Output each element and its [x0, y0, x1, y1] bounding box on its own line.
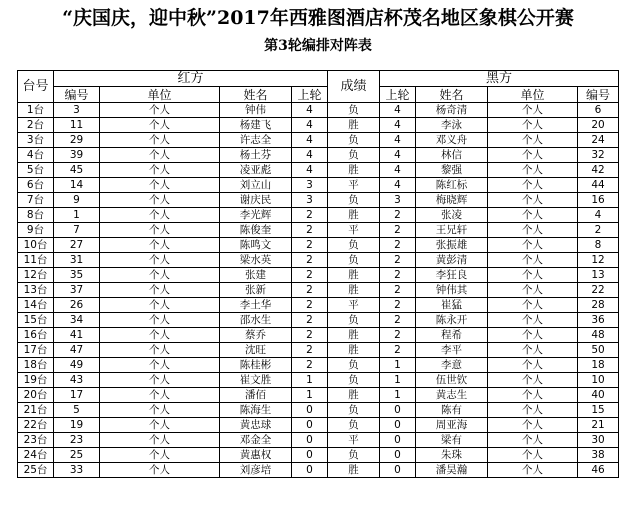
red-number-cell: 9 [54, 193, 100, 208]
red-number-cell: 7 [54, 223, 100, 238]
table-row [18, 253, 619, 268]
red-number-cell: 25 [54, 448, 100, 463]
red-prev-cell: 0 [292, 403, 328, 418]
black-number-cell: 40 [578, 388, 619, 403]
black-unit-cell: 个人 [488, 313, 578, 328]
table-no-cell: 6台 [18, 178, 54, 193]
red-prev-cell: 0 [292, 463, 328, 478]
red-unit-cell: 个人 [100, 223, 220, 238]
table-no-cell: 20台 [18, 388, 54, 403]
table-row [18, 373, 619, 388]
black-prev-cell: 2 [380, 283, 416, 298]
red-name-cell: 钟伟 [220, 103, 292, 118]
black-prev-cell: 4 [380, 178, 416, 193]
black-number-cell: 44 [578, 178, 619, 193]
result-cell: 负 [328, 133, 380, 148]
red-prev-cell: 2 [292, 283, 328, 298]
table-no-cell: 11台 [18, 253, 54, 268]
red-unit-cell: 个人 [100, 268, 220, 283]
black-number-cell: 16 [578, 193, 619, 208]
red-name-cell: 杨建飞 [220, 118, 292, 133]
result-cell: 胜 [328, 463, 380, 478]
red-unit-cell: 个人 [100, 253, 220, 268]
red-name-cell: 梁水英 [220, 253, 292, 268]
black-prev-cell: 4 [380, 163, 416, 178]
result-cell: 负 [328, 238, 380, 253]
black-prev-cell: 1 [380, 358, 416, 373]
red-unit-cell: 个人 [100, 403, 220, 418]
red-unit-cell: 个人 [100, 373, 220, 388]
red-prev-cell: 4 [292, 163, 328, 178]
black-prev-cell: 4 [380, 133, 416, 148]
red-prev-cell: 3 [292, 193, 328, 208]
table-row [18, 103, 619, 118]
table-row [18, 223, 619, 238]
red-unit-cell: 个人 [100, 418, 220, 433]
black-unit-cell: 个人 [488, 148, 578, 163]
black-name-cell: 周亚海 [416, 418, 488, 433]
pairing-rows [18, 103, 619, 478]
table-no-cell: 25台 [18, 463, 54, 478]
black-unit-cell: 个人 [488, 358, 578, 373]
black-name-cell: 崔猛 [416, 298, 488, 313]
table-row [18, 178, 619, 193]
red-prev-cell: 2 [292, 223, 328, 238]
red-prev-cell: 1 [292, 388, 328, 403]
table-no-cell: 18台 [18, 358, 54, 373]
black-unit-cell: 个人 [488, 418, 578, 433]
table-row [18, 433, 619, 448]
red-number-cell: 31 [54, 253, 100, 268]
table-row [18, 343, 619, 358]
table-no-cell: 21台 [18, 403, 54, 418]
red-unit-cell: 个人 [100, 133, 220, 148]
black-prev-cell: 0 [380, 403, 416, 418]
black-name-cell: 黄志生 [416, 388, 488, 403]
red-prev-cell: 2 [292, 313, 328, 328]
table-row [18, 358, 619, 373]
red-name-cell: 陈桂彬 [220, 358, 292, 373]
red-number-cell: 14 [54, 178, 100, 193]
table-row [18, 313, 619, 328]
red-number-cell: 47 [54, 343, 100, 358]
black-number-cell: 8 [578, 238, 619, 253]
result-cell: 胜 [328, 208, 380, 223]
result-cell: 负 [328, 448, 380, 463]
red-name-cell: 邓金全 [220, 433, 292, 448]
black-side-header: 黑方 [380, 71, 619, 87]
red-prev-cell: 0 [292, 418, 328, 433]
table-no-cell: 5台 [18, 163, 54, 178]
black-number-cell: 46 [578, 463, 619, 478]
table-no-cell: 13台 [18, 283, 54, 298]
red-number-cell: 39 [54, 148, 100, 163]
red-name-cell: 李光辉 [220, 208, 292, 223]
red-unit-cell: 个人 [100, 463, 220, 478]
black-prev-cell: 2 [380, 223, 416, 238]
red-unit-cell: 个人 [100, 238, 220, 253]
red-number-cell: 19 [54, 418, 100, 433]
red-number-cell: 11 [54, 118, 100, 133]
red-prev-cell: 2 [292, 208, 328, 223]
table-no-cell: 14台 [18, 298, 54, 313]
pairing-table [17, 70, 619, 478]
black-prev-cell: 2 [380, 313, 416, 328]
red-name-cell: 陈俊奎 [220, 223, 292, 238]
black-prev-cell: 0 [380, 433, 416, 448]
black-prev-cell: 4 [380, 103, 416, 118]
red-prev-cell: 2 [292, 238, 328, 253]
table-no-cell: 19台 [18, 373, 54, 388]
black-unit-cell: 个人 [488, 433, 578, 448]
black-number-cell: 30 [578, 433, 619, 448]
black-unit-cell: 个人 [488, 343, 578, 358]
result-cell: 平 [328, 223, 380, 238]
black-number-cell: 6 [578, 103, 619, 118]
black-prev-cell: 2 [380, 268, 416, 283]
red-prev-cell: 0 [292, 433, 328, 448]
red-prev-cell: 4 [292, 103, 328, 118]
black-number-cell: 18 [578, 358, 619, 373]
black-name-cell: 梁有 [416, 433, 488, 448]
table-row [18, 448, 619, 463]
red-unit-cell: 个人 [100, 178, 220, 193]
black-name-cell: 王兄轩 [416, 223, 488, 238]
red-side-header: 红方 [54, 71, 328, 87]
black-number-cell: 2 [578, 223, 619, 238]
table-no-cell: 12台 [18, 268, 54, 283]
result-cell: 负 [328, 313, 380, 328]
black-number-cell: 13 [578, 268, 619, 283]
black-prev-cell: 2 [380, 328, 416, 343]
red-prev-header: 上轮 [292, 87, 328, 103]
red-name-cell: 许志全 [220, 133, 292, 148]
black-prev-cell: 0 [380, 448, 416, 463]
black-name-cell: 梅晓辉 [416, 193, 488, 208]
red-unit-cell: 个人 [100, 103, 220, 118]
black-unit-cell: 个人 [488, 253, 578, 268]
black-prev-cell: 4 [380, 118, 416, 133]
red-prev-cell: 1 [292, 373, 328, 388]
red-name-cell: 张新 [220, 283, 292, 298]
red-prev-cell: 2 [292, 343, 328, 358]
black-number-cell: 21 [578, 418, 619, 433]
black-name-header: 姓名 [416, 87, 488, 103]
black-unit-cell: 个人 [488, 403, 578, 418]
result-cell: 负 [328, 148, 380, 163]
black-number-cell: 20 [578, 118, 619, 133]
red-prev-cell: 4 [292, 133, 328, 148]
red-number-cell: 1 [54, 208, 100, 223]
black-name-cell: 李平 [416, 343, 488, 358]
table-no-cell: 17台 [18, 343, 54, 358]
red-name-cell: 杨土芬 [220, 148, 292, 163]
black-number-cell: 12 [578, 253, 619, 268]
black-number-cell: 48 [578, 328, 619, 343]
black-unit-cell: 个人 [488, 463, 578, 478]
result-cell: 胜 [328, 163, 380, 178]
result-header: 成绩 [328, 71, 380, 103]
red-number-cell: 34 [54, 313, 100, 328]
table-no-cell: 23台 [18, 433, 54, 448]
red-unit-cell: 个人 [100, 328, 220, 343]
black-name-cell: 朱珠 [416, 448, 488, 463]
red-prev-cell: 2 [292, 358, 328, 373]
red-number-cell: 23 [54, 433, 100, 448]
black-number-cell: 22 [578, 283, 619, 298]
black-number-cell: 4 [578, 208, 619, 223]
table-row [18, 118, 619, 133]
red-prev-cell: 0 [292, 448, 328, 463]
result-cell: 胜 [328, 328, 380, 343]
red-number-cell: 37 [54, 283, 100, 298]
red-number-cell: 35 [54, 268, 100, 283]
black-unit-cell: 个人 [488, 118, 578, 133]
red-number-cell: 49 [54, 358, 100, 373]
black-unit-cell: 个人 [488, 388, 578, 403]
black-prev-cell: 1 [380, 373, 416, 388]
black-prev-cell: 0 [380, 418, 416, 433]
black-unit-cell: 个人 [488, 373, 578, 388]
red-unit-cell: 个人 [100, 433, 220, 448]
red-name-cell: 刘立山 [220, 178, 292, 193]
table-no-header: 台号 [18, 71, 54, 103]
red-name-cell: 陈鸣文 [220, 238, 292, 253]
result-cell: 负 [328, 253, 380, 268]
table-no-cell: 24台 [18, 448, 54, 463]
red-name-cell: 陈海生 [220, 403, 292, 418]
red-number-cell: 26 [54, 298, 100, 313]
red-unit-cell: 个人 [100, 163, 220, 178]
black-unit-cell: 个人 [488, 298, 578, 313]
table-row [18, 328, 619, 343]
black-unit-cell: 个人 [488, 268, 578, 283]
red-name-cell: 潘佰 [220, 388, 292, 403]
black-unit-cell: 个人 [488, 178, 578, 193]
table-row [18, 418, 619, 433]
red-name-cell: 崔文胜 [220, 373, 292, 388]
black-name-cell: 陈永开 [416, 313, 488, 328]
black-prev-cell: 2 [380, 208, 416, 223]
black-name-cell: 张振雄 [416, 238, 488, 253]
red-unit-cell: 个人 [100, 358, 220, 373]
red-name-cell: 邵水生 [220, 313, 292, 328]
black-number-cell: 10 [578, 373, 619, 388]
table-no-cell: 1台 [18, 103, 54, 118]
red-unit-cell: 个人 [100, 148, 220, 163]
red-number-cell: 27 [54, 238, 100, 253]
table-row [18, 133, 619, 148]
black-unit-header: 单位 [488, 87, 578, 103]
red-name-cell: 黄忠球 [220, 418, 292, 433]
black-prev-header: 上轮 [380, 87, 416, 103]
black-unit-cell: 个人 [488, 328, 578, 343]
table-no-cell: 22台 [18, 418, 54, 433]
black-name-cell: 李狂良 [416, 268, 488, 283]
red-number-cell: 41 [54, 328, 100, 343]
black-unit-cell: 个人 [488, 133, 578, 148]
red-unit-cell: 个人 [100, 193, 220, 208]
header-row-columns [18, 87, 619, 103]
result-cell: 平 [328, 433, 380, 448]
black-name-cell: 钟伟其 [416, 283, 488, 298]
red-number-cell: 29 [54, 133, 100, 148]
black-name-cell: 邓义舟 [416, 133, 488, 148]
red-prev-cell: 3 [292, 178, 328, 193]
red-prev-cell: 4 [292, 118, 328, 133]
page-title: “庆国庆，迎中秋”2017年西雅图酒店杯茂名地区象棋公开赛 [62, 7, 574, 29]
red-prev-cell: 2 [292, 268, 328, 283]
black-unit-cell: 个人 [488, 208, 578, 223]
table-no-cell: 9台 [18, 223, 54, 238]
black-number-cell: 50 [578, 343, 619, 358]
result-cell: 胜 [328, 343, 380, 358]
black-prev-cell: 2 [380, 343, 416, 358]
page-subtitle: 第3轮编排对阵表 [264, 38, 372, 54]
table-row [18, 193, 619, 208]
red-prev-cell: 4 [292, 148, 328, 163]
red-unit-cell: 个人 [100, 313, 220, 328]
black-unit-cell: 个人 [488, 103, 578, 118]
black-number-cell: 15 [578, 403, 619, 418]
black-number-cell: 38 [578, 448, 619, 463]
table-no-cell: 10台 [18, 238, 54, 253]
table-row [18, 208, 619, 223]
red-unit-cell: 个人 [100, 118, 220, 133]
result-cell: 负 [328, 193, 380, 208]
black-prev-cell: 2 [380, 238, 416, 253]
result-cell: 胜 [328, 283, 380, 298]
red-number-cell: 43 [54, 373, 100, 388]
red-unit-cell: 个人 [100, 388, 220, 403]
red-name-cell: 李土华 [220, 298, 292, 313]
black-unit-cell: 个人 [488, 283, 578, 298]
red-name-cell: 黄惠权 [220, 448, 292, 463]
result-cell: 胜 [328, 388, 380, 403]
table-no-cell: 15台 [18, 313, 54, 328]
table-no-cell: 8台 [18, 208, 54, 223]
red-number-cell: 45 [54, 163, 100, 178]
black-name-cell: 张凌 [416, 208, 488, 223]
black-number-cell: 36 [578, 313, 619, 328]
red-unit-cell: 个人 [100, 208, 220, 223]
red-number-header: 编号 [54, 87, 100, 103]
black-number-header: 编号 [578, 87, 619, 103]
table-no-cell: 7台 [18, 193, 54, 208]
table-no-cell: 16台 [18, 328, 54, 343]
black-name-cell: 黎强 [416, 163, 488, 178]
black-name-cell: 陈有 [416, 403, 488, 418]
table-row [18, 163, 619, 178]
black-number-cell: 28 [578, 298, 619, 313]
result-cell: 负 [328, 418, 380, 433]
red-unit-cell: 个人 [100, 448, 220, 463]
header-row-top [18, 71, 619, 87]
black-prev-cell: 0 [380, 463, 416, 478]
black-unit-cell: 个人 [488, 448, 578, 463]
red-number-cell: 17 [54, 388, 100, 403]
black-number-cell: 24 [578, 133, 619, 148]
red-name-cell: 凌亚彪 [220, 163, 292, 178]
black-name-cell: 伍世钦 [416, 373, 488, 388]
black-unit-cell: 个人 [488, 238, 578, 253]
result-cell: 平 [328, 298, 380, 313]
red-number-cell: 33 [54, 463, 100, 478]
black-name-cell: 李意 [416, 358, 488, 373]
black-prev-cell: 1 [380, 388, 416, 403]
red-name-cell: 沈旺 [220, 343, 292, 358]
black-name-cell: 潘昊瀚 [416, 463, 488, 478]
red-unit-header: 单位 [100, 87, 220, 103]
red-number-cell: 5 [54, 403, 100, 418]
table-no-cell: 3台 [18, 133, 54, 148]
result-cell: 胜 [328, 118, 380, 133]
result-cell: 胜 [328, 268, 380, 283]
red-prev-cell: 2 [292, 253, 328, 268]
table-row [18, 268, 619, 283]
result-cell: 平 [328, 178, 380, 193]
black-name-cell: 陈红标 [416, 178, 488, 193]
black-prev-cell: 3 [380, 193, 416, 208]
red-name-cell: 刘彦培 [220, 463, 292, 478]
black-name-cell: 李泳 [416, 118, 488, 133]
black-name-cell: 杨奇清 [416, 103, 488, 118]
red-prev-cell: 2 [292, 328, 328, 343]
red-unit-cell: 个人 [100, 343, 220, 358]
black-name-cell: 黄彭清 [416, 253, 488, 268]
red-name-cell: 张建 [220, 268, 292, 283]
red-number-cell: 3 [54, 103, 100, 118]
table-row [18, 403, 619, 418]
table-row [18, 388, 619, 403]
black-unit-cell: 个人 [488, 223, 578, 238]
red-name-header: 姓名 [220, 87, 292, 103]
table-no-cell: 2台 [18, 118, 54, 133]
table-no-cell: 4台 [18, 148, 54, 163]
red-name-cell: 谢庆民 [220, 193, 292, 208]
black-number-cell: 32 [578, 148, 619, 163]
table-row [18, 283, 619, 298]
black-prev-cell: 4 [380, 148, 416, 163]
table-row [18, 463, 619, 478]
red-prev-cell: 2 [292, 298, 328, 313]
black-unit-cell: 个人 [488, 163, 578, 178]
black-prev-cell: 2 [380, 298, 416, 313]
black-number-cell: 42 [578, 163, 619, 178]
red-name-cell: 蔡乔 [220, 328, 292, 343]
black-unit-cell: 个人 [488, 193, 578, 208]
red-unit-cell: 个人 [100, 298, 220, 313]
black-prev-cell: 2 [380, 253, 416, 268]
red-unit-cell: 个人 [100, 283, 220, 298]
table-row [18, 238, 619, 253]
result-cell: 负 [328, 403, 380, 418]
result-cell: 负 [328, 358, 380, 373]
black-name-cell: 程希 [416, 328, 488, 343]
result-cell: 负 [328, 373, 380, 388]
result-cell: 负 [328, 103, 380, 118]
table-row [18, 148, 619, 163]
black-name-cell: 林信 [416, 148, 488, 163]
table-row [18, 298, 619, 313]
